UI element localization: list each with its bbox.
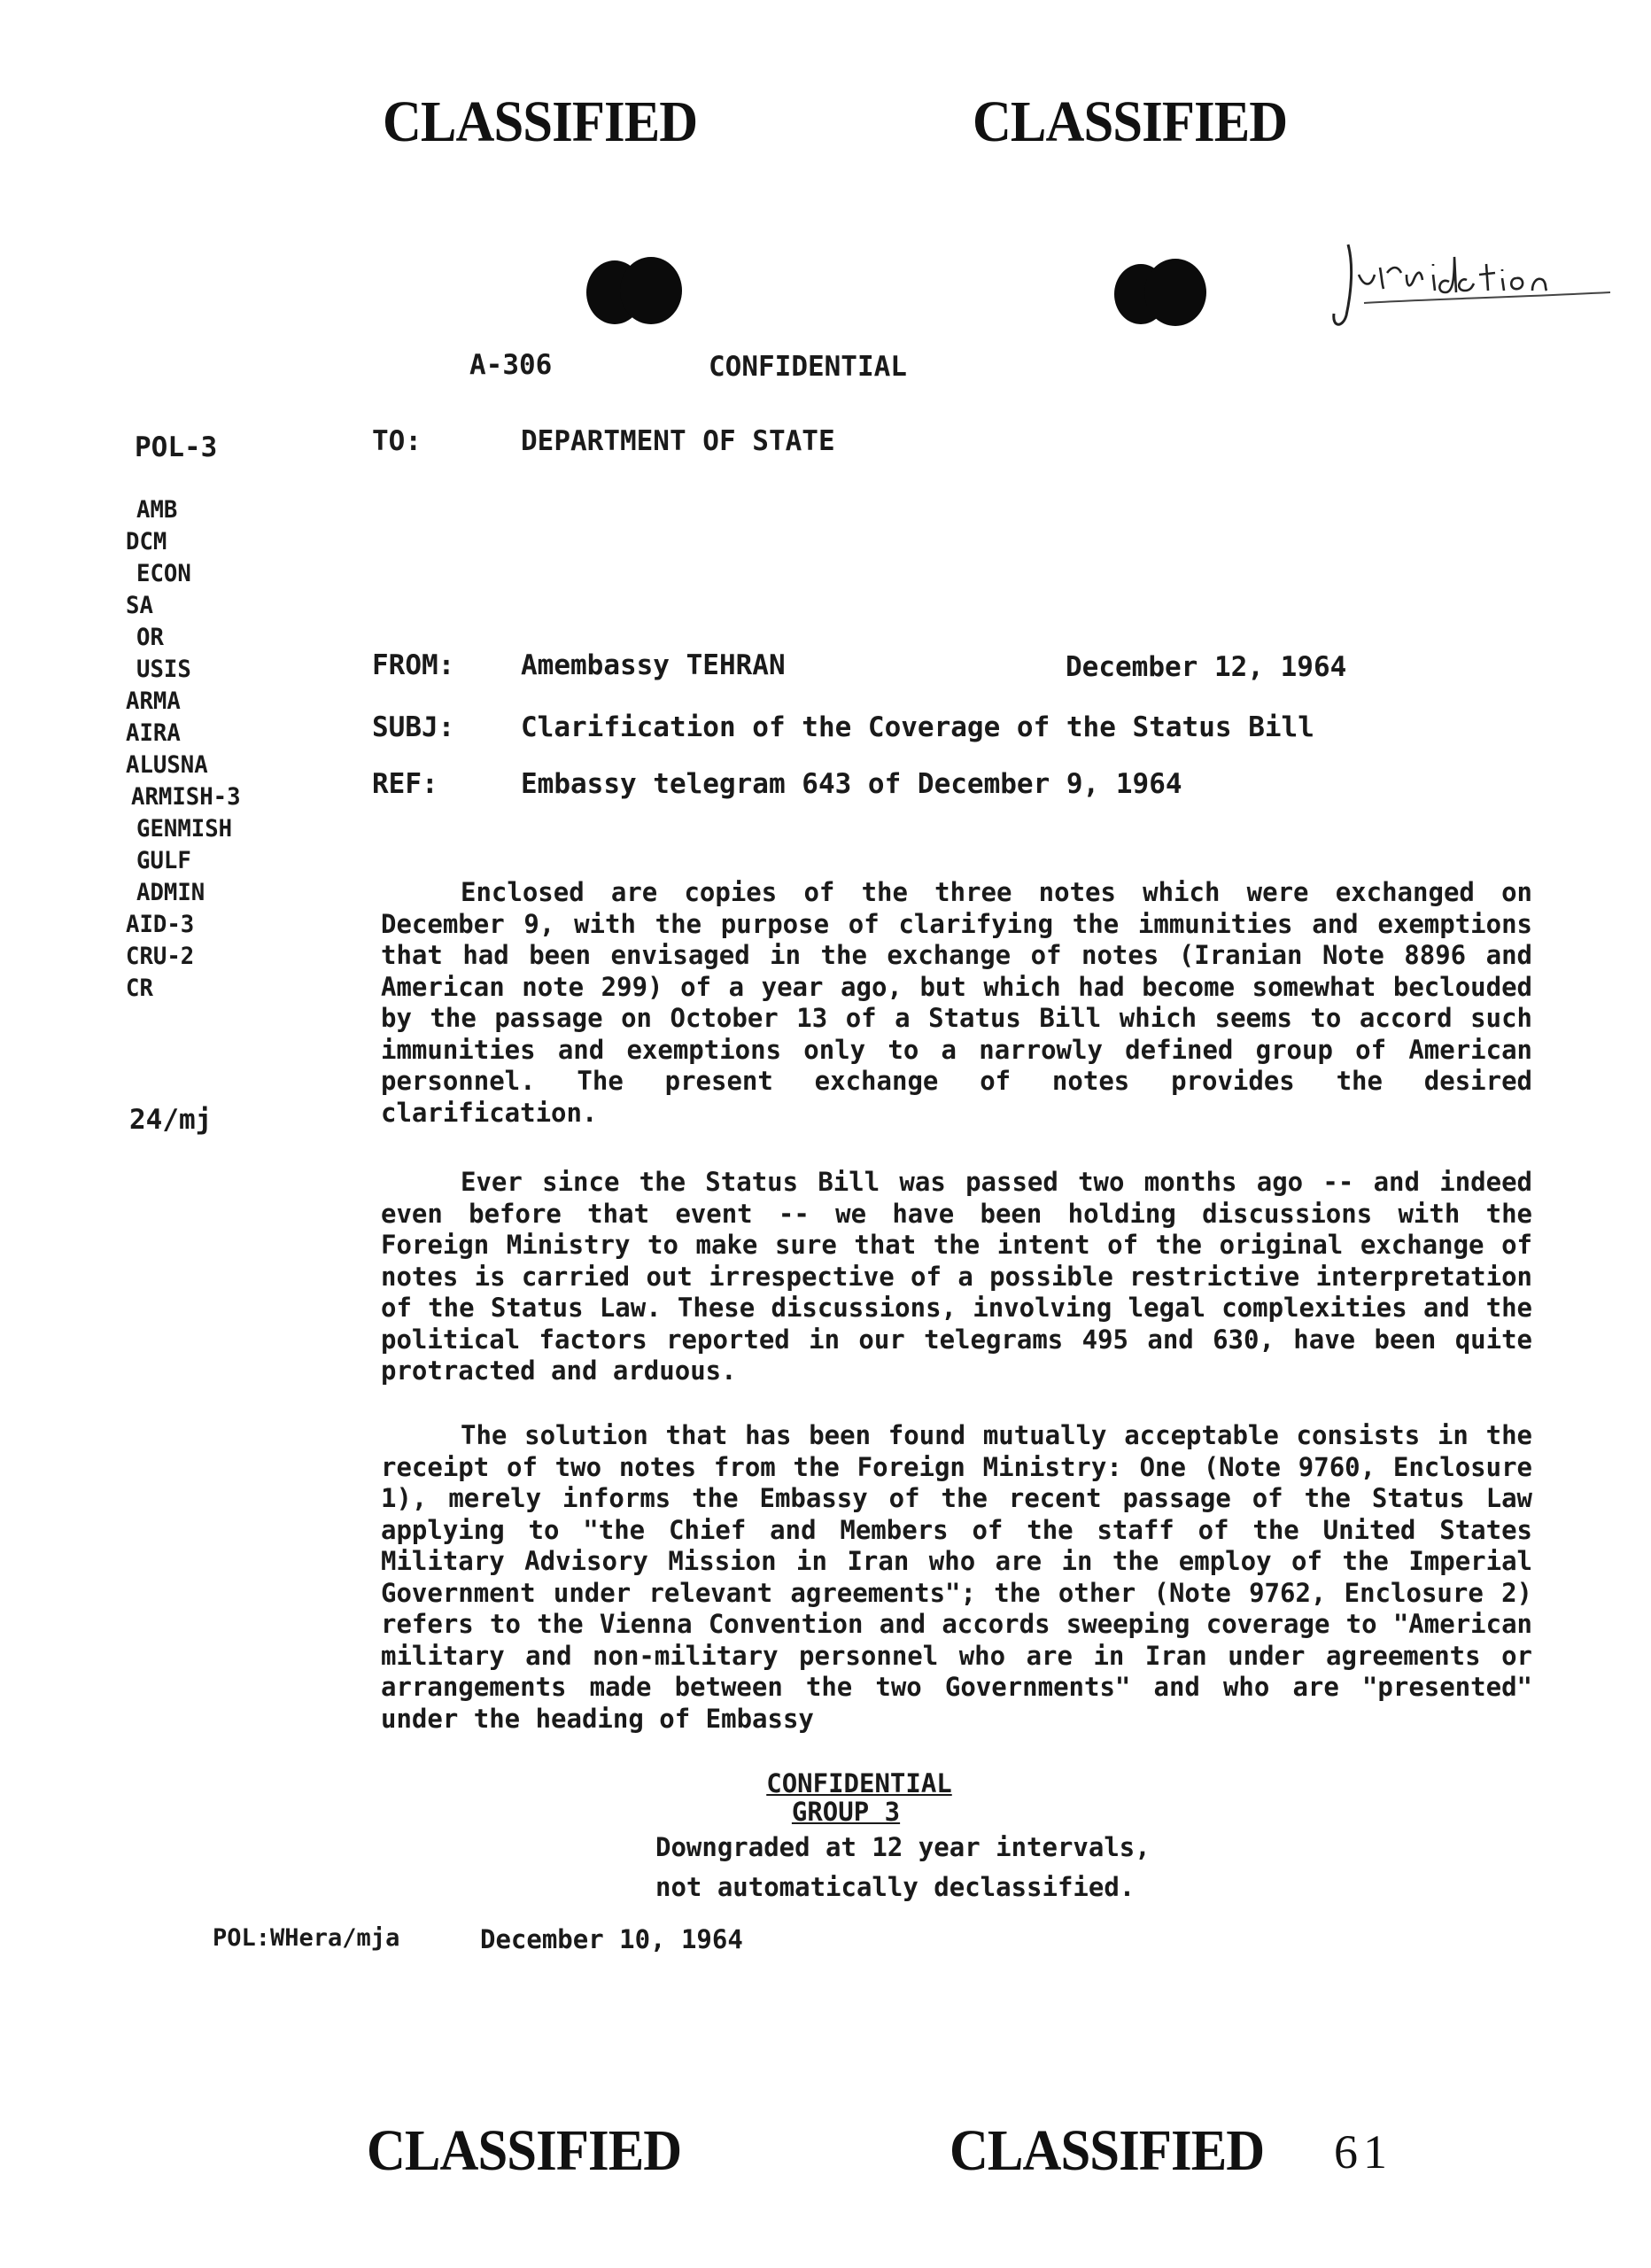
classification-header: CONFIDENTIAL: [709, 351, 907, 383]
from-label: FROM:: [372, 649, 455, 681]
punch-hole-left: [586, 257, 684, 328]
to-value: DEPARTMENT OF STATE: [521, 425, 835, 457]
distribution-item: AID-3: [126, 911, 195, 938]
distribution-item: OR: [136, 624, 164, 651]
footer-downgrade-line-1: Downgraded at 12 year intervals,: [655, 1832, 1151, 1862]
distribution-item: GULF: [136, 847, 191, 874]
distribution-item: ARMA: [126, 687, 181, 715]
distribution-item: AIRA: [126, 719, 181, 747]
ref-label: REF:: [372, 768, 438, 800]
distribution-item: GENMISH: [136, 815, 233, 843]
distribution-item: CR: [126, 975, 153, 1002]
distribution-item: AMB: [136, 496, 178, 524]
distribution-item: ALUSNA: [126, 751, 208, 779]
distribution-item: ECON: [136, 560, 191, 587]
body-paragraph-3: The solution that has been found mutually acceptable consists in the receipt of two notes from the Foreign Ministry: One (Note 9760, Enclosure 1), merely informs the Embassy of the recent passage of the Status Law applying to "the Chief and Members of the staff of the United States Military Advisory Mission in Iran who are in the employ of the Imperial Government under relevant agreements"; the other (Note 9762, Enclosure 2) refers to the Vienna Convention and accords sweeping coverage to "American military and non-military personnel who are in Iran under agreements or arrangements made between the two Governments" and who are "presented" under the heading of Embassy: [381, 1420, 1532, 1734]
footer-group: GROUP 3: [791, 1797, 901, 1827]
to-label: TO:: [372, 425, 422, 457]
distribution-item: CRU-2: [126, 943, 195, 970]
from-value: Amembassy TEHRAN: [521, 649, 786, 681]
drafter-code: POL:WHera/mja: [213, 1924, 400, 1952]
distribution-list: [126, 494, 347, 1005]
body-paragraph-2: Ever since the Status Bill was passed two months ago -- and indeed even before that event -- we have been holding discussions with the Foreign Ministry to make sure that the intent of the original exchange of notes is carried out irrespective of a possible restrictive interpretation of the Status Law. These discussions, involving legal complexities and the political factors reported in our telegrams 495 and 630, have been quite protracted and arduous.: [381, 1167, 1532, 1386]
footer-classification-block: [655, 1768, 1063, 1825]
classified-stamp-bottom-left: CLASSIFIED: [367, 2118, 682, 2183]
airgram-number: A-306: [469, 349, 553, 381]
ref-value: Embassy telegram 643 of December 9, 1964: [521, 768, 1182, 800]
classified-stamp-top-right: CLASSIFIED: [973, 89, 1288, 154]
document-date: December 12, 1964: [1066, 651, 1347, 683]
classified-stamp-bottom-right: CLASSIFIED: [950, 2118, 1265, 2183]
distribution-item: ARMISH-3: [131, 783, 241, 811]
distribution-item: DCM: [126, 528, 167, 555]
handwritten-annotation: [1329, 229, 1621, 335]
distribution-item: ADMIN: [136, 879, 205, 906]
distribution-item: USIS: [136, 656, 191, 683]
body-paragraph-1: Enclosed are copies of the three notes which were exchanged on December 9, with the purpose of clarifying the immunities and exemptions that had been envisaged in the exchange of notes (Iranian Note 8896 and American note 299) of a year ago, but which had become somewhat beclouded by the passage on October 13 of a Status Bill which seems to accord such immunities and exemptions only to a narrowly defined group of American personnel. The present exchange of notes provides the desired clarification.: [381, 877, 1532, 1128]
file-code: POL-3: [135, 431, 218, 463]
distribution-item: SA: [126, 592, 153, 619]
punch-hole-right: [1114, 259, 1212, 330]
drafted-date: December 10, 1964: [480, 1924, 743, 1954]
classified-stamp-top-left: CLASSIFIED: [383, 89, 698, 154]
subj-label: SUBJ:: [372, 711, 455, 743]
typist-initials: 24/mj: [129, 1104, 213, 1136]
footer-downgrade-line-2: not automatically declassified.: [655, 1872, 1136, 1902]
footer-classification: CONFIDENTIAL: [766, 1768, 952, 1798]
page-number: 61: [1334, 2125, 1392, 2179]
subj-value: Clarification of the Coverage of the Status Bill: [521, 711, 1314, 743]
